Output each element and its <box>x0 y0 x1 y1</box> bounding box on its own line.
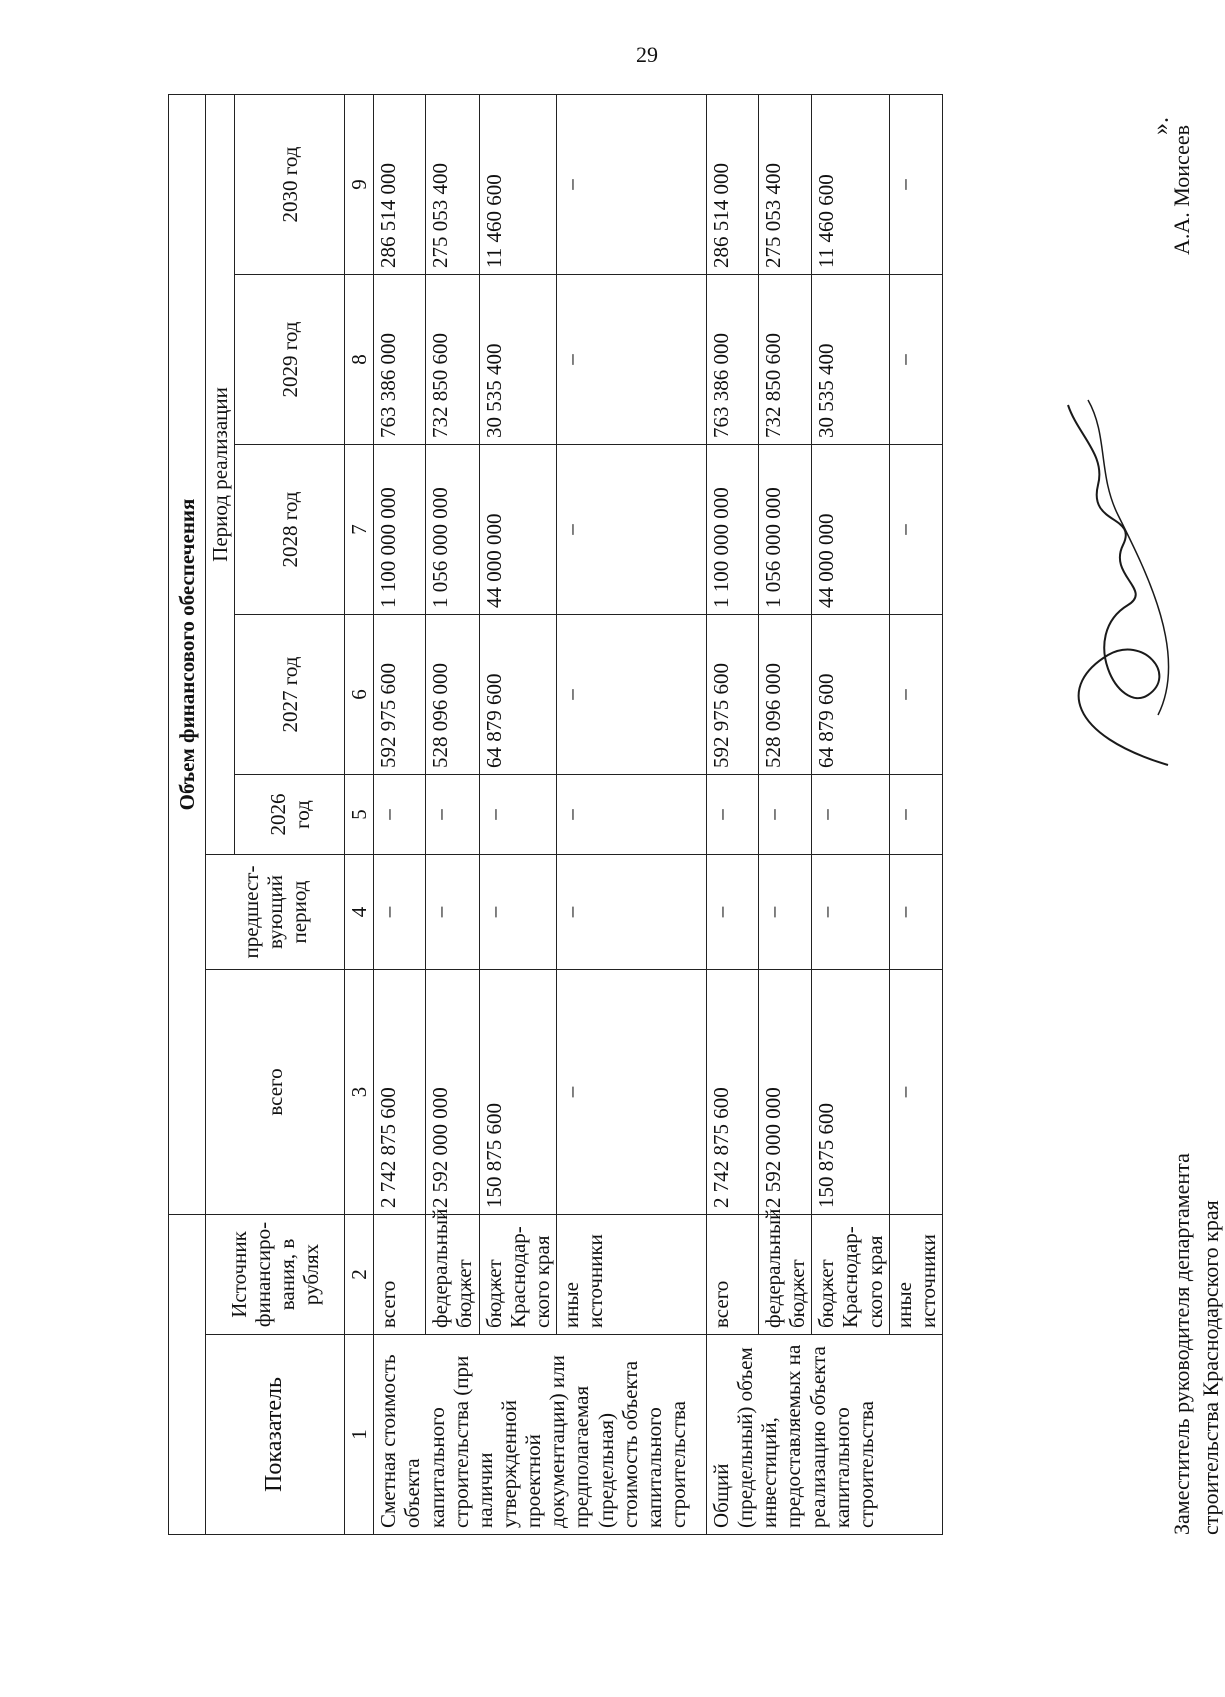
value-cell: – <box>812 775 889 855</box>
source-cell: федеральный бюджет <box>758 1215 811 1335</box>
table-title: Объем финансового обеспечения <box>169 94 206 1214</box>
column-number: 6 <box>345 615 374 775</box>
indicator-cell: Общий (предельный) объем инвестиций, предоставляемых на реализацию объекта капитального строительства <box>706 1335 942 1535</box>
value-cell: – <box>479 775 556 855</box>
value-cell: 592 975 600 <box>374 615 426 775</box>
table-row <box>812 94 889 1534</box>
value-cell: – <box>556 775 706 855</box>
value-cell: – <box>426 775 479 855</box>
value-cell: – <box>556 855 706 970</box>
value-cell: 44 000 000 <box>479 445 556 615</box>
value-cell: 592 975 600 <box>706 615 758 775</box>
signer-name: А.А. Моисеев <box>1169 125 1194 256</box>
value-cell: 2 592 000 000 <box>426 970 479 1215</box>
header-year-2029: 2029 год <box>235 275 345 445</box>
page-number: 29 <box>636 42 658 67</box>
source-cell: иные источники <box>889 1215 942 1335</box>
value-cell: 11 460 600 <box>479 94 556 274</box>
header-year-2028: 2028 год <box>235 445 345 615</box>
value-cell: – <box>556 445 706 615</box>
value-cell: – <box>889 775 942 855</box>
header-year-2027: 2027 год <box>235 615 345 775</box>
value-cell: 528 096 000 <box>758 615 811 775</box>
value-cell: – <box>556 275 706 445</box>
table-row <box>479 94 556 1534</box>
source-cell: иные источники <box>556 1215 706 1335</box>
table-row <box>889 94 942 1534</box>
column-number: 8 <box>345 275 374 445</box>
value-cell: – <box>758 855 811 970</box>
column-number: 5 <box>345 775 374 855</box>
value-cell: – <box>556 94 706 274</box>
column-number: 4 <box>345 855 374 970</box>
header-previous-period: предшест-вующий период <box>206 855 345 970</box>
value-cell: 30 535 400 <box>812 275 889 445</box>
value-cell: – <box>556 615 706 775</box>
signer-title <box>1168 835 1225 1535</box>
value-cell: – <box>374 855 426 970</box>
column-number: 2 <box>345 1215 374 1335</box>
value-cell: 286 514 000 <box>374 94 426 274</box>
value-cell: – <box>706 775 758 855</box>
value-cell: 1 056 000 000 <box>758 445 811 615</box>
header-source: Источник финансиро-вания, в рублях <box>206 1215 345 1335</box>
value-cell: 763 386 000 <box>374 275 426 445</box>
header-year-2026: 2026 год <box>235 775 345 855</box>
value-cell: – <box>812 855 889 970</box>
value-cell: 44 000 000 <box>812 445 889 615</box>
indicator-cell: Сметная стоимость объекта капитального строительства (при наличии утвержденной проектной документации) или предполагаемая (предельная) стоимость объекта капитального строительства <box>374 1335 707 1535</box>
value-cell: 1 056 000 000 <box>426 445 479 615</box>
column-number: 9 <box>345 94 374 274</box>
value-cell: 64 879 600 <box>479 615 556 775</box>
column-number: 1 <box>345 1335 374 1535</box>
value-cell: – <box>758 775 811 855</box>
value-cell: 763 386 000 <box>706 275 758 445</box>
value-cell: 30 535 400 <box>479 275 556 445</box>
value-cell: 2 592 000 000 <box>758 970 811 1215</box>
header-period: Период реализации <box>206 94 235 854</box>
source-cell: бюджет Краснодар-ского края <box>479 1215 556 1335</box>
value-cell: – <box>889 94 942 274</box>
source-cell: федеральный бюджет <box>426 1215 479 1335</box>
table-row <box>706 94 758 1534</box>
value-cell: – <box>556 970 706 1215</box>
value-cell: 1 100 000 000 <box>374 445 426 615</box>
column-number: 7 <box>345 445 374 615</box>
table-row <box>758 94 811 1534</box>
closing-quote: ». <box>1148 117 1174 135</box>
value-cell: 275 053 400 <box>758 94 811 274</box>
source-cell: бюджет Краснодар-ского края <box>812 1215 889 1335</box>
financing-table <box>168 94 943 1535</box>
table-row <box>374 94 426 1534</box>
value-cell: – <box>889 615 942 775</box>
value-cell: 1 100 000 000 <box>706 445 758 615</box>
value-cell: 150 875 600 <box>479 970 556 1215</box>
value-cell: 732 850 600 <box>758 275 811 445</box>
value-cell: – <box>889 855 942 970</box>
value-cell: – <box>889 445 942 615</box>
signer-title-line: Заместитель руководителя департамента <box>1169 1153 1194 1535</box>
table-row <box>556 94 706 1534</box>
handwritten-signature <box>1048 395 1198 775</box>
value-cell: – <box>889 275 942 445</box>
value-cell: 2 742 875 600 <box>706 970 758 1215</box>
value-cell: 528 096 000 <box>426 615 479 775</box>
value-cell: – <box>426 855 479 970</box>
value-cell: – <box>374 775 426 855</box>
column-numbers-row <box>345 94 374 1534</box>
rotated-content <box>168 95 1223 1535</box>
value-cell: 11 460 600 <box>812 94 889 274</box>
source-cell: всего <box>706 1215 758 1335</box>
value-cell: – <box>706 855 758 970</box>
value-cell: 286 514 000 <box>706 94 758 274</box>
value-cell: – <box>889 970 942 1215</box>
value-cell: 150 875 600 <box>812 970 889 1215</box>
value-cell: 732 850 600 <box>426 275 479 445</box>
header-total: всего <box>206 970 345 1215</box>
value-cell: 2 742 875 600 <box>374 970 426 1215</box>
header-indicator: Показатель <box>206 1335 345 1535</box>
table-row <box>426 94 479 1534</box>
header-year-2030: 2030 год <box>235 94 345 274</box>
source-cell: всего <box>374 1215 426 1335</box>
signer-title-line: строительства Краснодарского края <box>1197 1200 1223 1535</box>
value-cell: 64 879 600 <box>812 615 889 775</box>
value-cell: – <box>479 855 556 970</box>
value-cell: 275 053 400 <box>426 94 479 274</box>
column-number: 3 <box>345 970 374 1215</box>
